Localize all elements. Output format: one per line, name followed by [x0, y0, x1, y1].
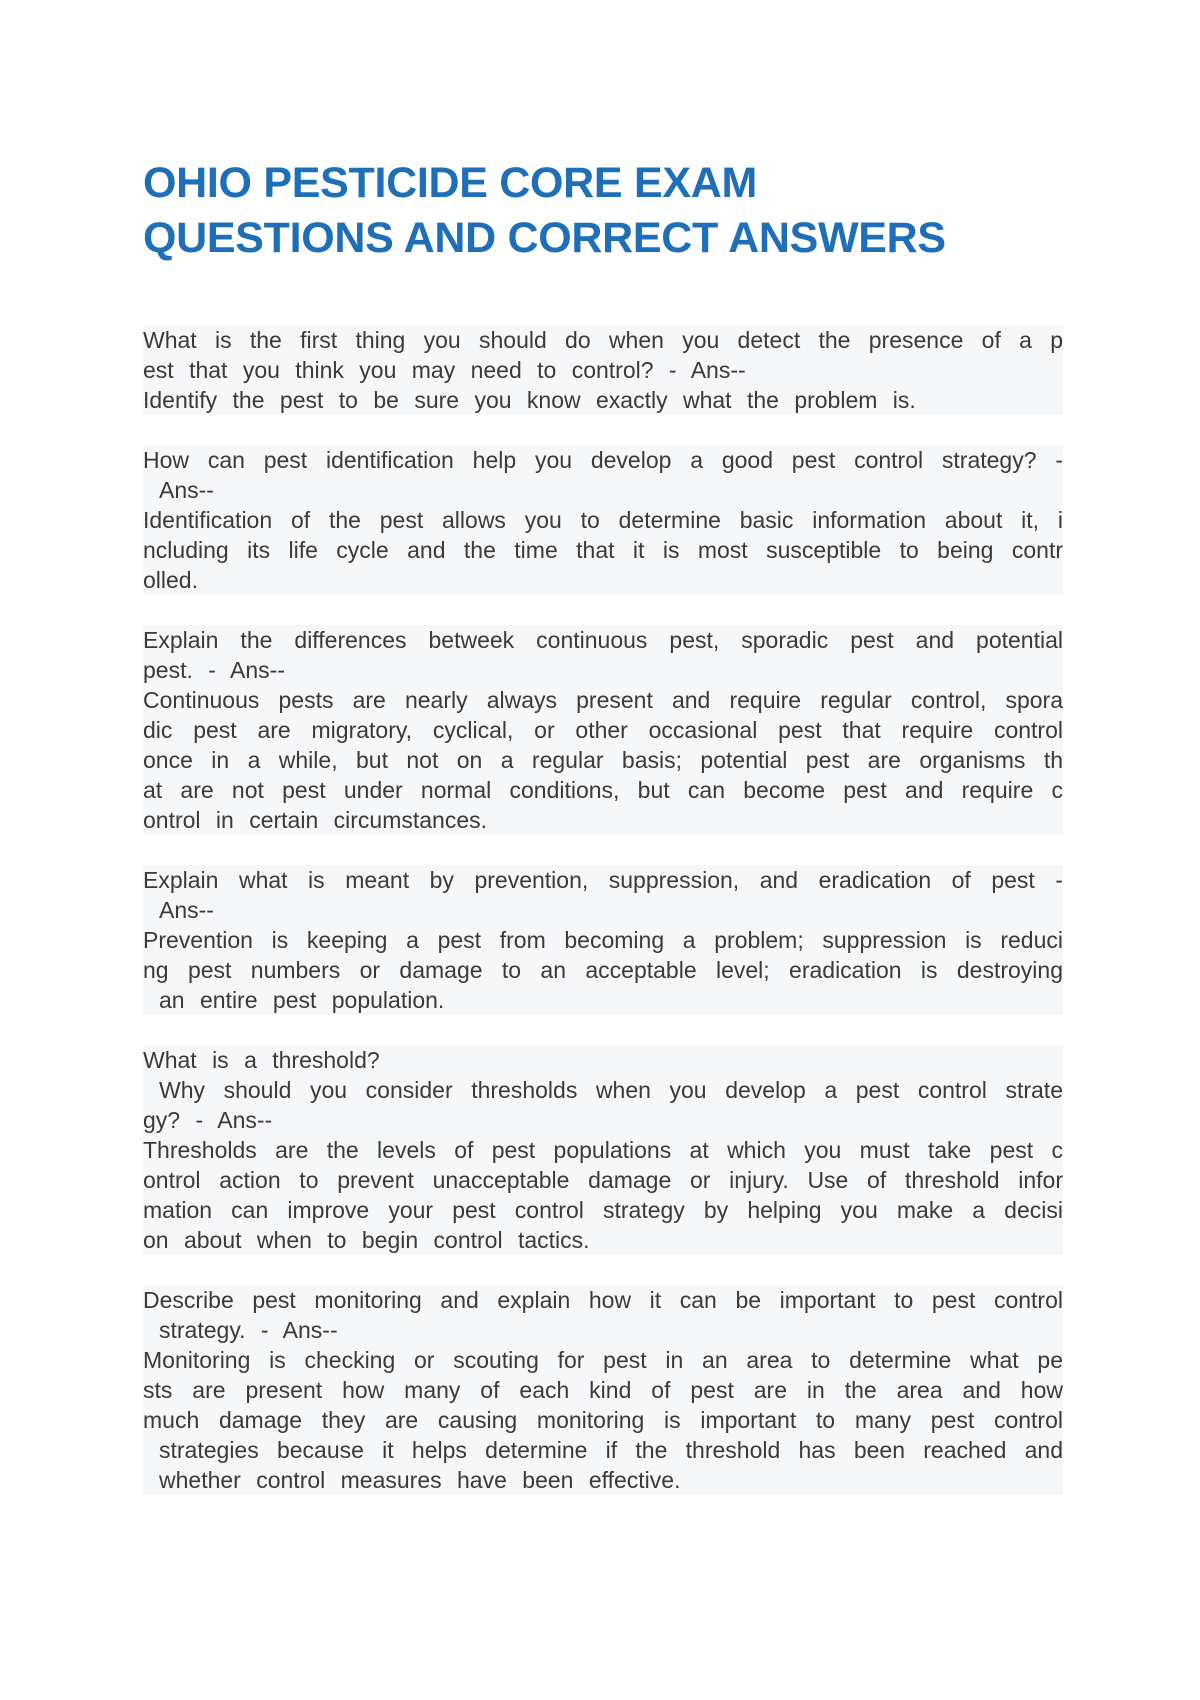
qa-line: Ans--: [143, 895, 1063, 925]
qa-line: dic pest are migratory, cyclical, or other occasional pest that require control: [143, 717, 1063, 743]
title-line-2: QUESTIONS AND CORRECT ANSWERS: [143, 214, 946, 262]
qa-line: once in a while, but not on a regular basis; potential pest are organisms th: [143, 747, 1063, 773]
qa-line: Why should you consider thresholds when you develop a pest control strate: [143, 1075, 1063, 1105]
qa-line: whether control measures have been effective.: [143, 1465, 1063, 1495]
qa-line: Continuous pests are nearly always present and require regular control, spora: [143, 687, 1063, 713]
qa-item: [143, 1045, 1063, 1255]
qa-line: How can pest identification help you develop a good pest control strategy? -: [143, 447, 1063, 473]
qa-item: [143, 325, 1063, 415]
qa-line: Explain the differences betweek continuous pest, sporadic pest and potential: [143, 627, 1063, 653]
qa-line: est that you think you may need to control? - Ans--: [143, 355, 1063, 385]
qa-line: Explain what is meant by prevention, suppression, and eradication of pest -: [143, 867, 1063, 893]
qa-line: Prevention is keeping a pest from becoming a problem; suppression is reduci: [143, 927, 1063, 953]
qa-line: Identify the pest to be sure you know exactly what the problem is.: [143, 385, 1063, 415]
qa-line: much damage they are causing monitoring is important to many pest control: [143, 1407, 1063, 1433]
qa-line: at are not pest under normal conditions, but can become pest and require c: [143, 777, 1063, 803]
qa-list: [143, 325, 1063, 1525]
qa-line: Ans--: [143, 475, 1063, 505]
qa-line: on about when to begin control tactics.: [143, 1225, 1063, 1255]
qa-line: sts are present how many of each kind of pest are in the area and how: [143, 1377, 1063, 1403]
title-line-1: OHIO PESTICIDE CORE EXAM: [143, 159, 757, 207]
qa-line: ontrol in certain circumstances.: [143, 805, 1063, 835]
document-title: [143, 156, 1103, 266]
qa-line: strategy. - Ans--: [143, 1315, 1063, 1345]
qa-item: [143, 445, 1063, 595]
qa-line: ncluding its life cycle and the time that it is most susceptible to being contr: [143, 537, 1063, 563]
qa-item: [143, 865, 1063, 1015]
qa-line: ng pest numbers or damage to an acceptable level; eradication is destroying: [143, 957, 1063, 983]
qa-line: Thresholds are the levels of pest populations at which you must take pest c: [143, 1137, 1063, 1163]
qa-item: [143, 1285, 1063, 1495]
qa-line: Identification of the pest allows you to determine basic information about it, i: [143, 507, 1063, 533]
qa-line: Describe pest monitoring and explain how it can be important to pest control: [143, 1287, 1063, 1313]
qa-line: an entire pest population.: [143, 985, 1063, 1015]
qa-line: olled.: [143, 565, 1063, 595]
qa-line: gy? - Ans--: [143, 1105, 1063, 1135]
qa-line: mation can improve your pest control strategy by helping you make a decisi: [143, 1197, 1063, 1223]
qa-item: [143, 625, 1063, 835]
qa-line: What is a threshold?: [143, 1045, 1063, 1075]
qa-line: ontrol action to prevent unacceptable damage or injury. Use of threshold infor: [143, 1167, 1063, 1193]
qa-line: strategies because it helps determine if the threshold has been reached and: [143, 1435, 1063, 1465]
qa-line: What is the first thing you should do when you detect the presence of a p: [143, 327, 1063, 353]
qa-line: Monitoring is checking or scouting for pest in an area to determine what pe: [143, 1347, 1063, 1373]
qa-line: pest. - Ans--: [143, 655, 1063, 685]
